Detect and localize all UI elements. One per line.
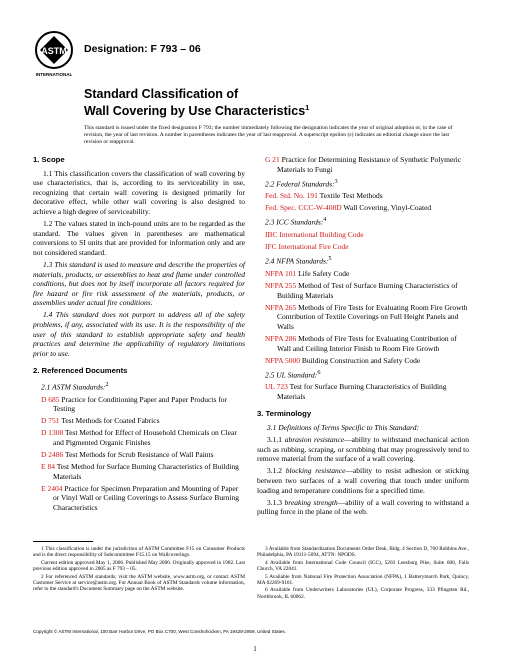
terminology-heading: 3. Terminology [257, 409, 312, 419]
reference-link[interactable]: UL 723 [265, 382, 288, 392]
footnote: 3 Available from Standardization Documents Order Desk, Bldg. 4 Section D, 700 Robbins Ave., Philadelphia, PA 19111-5094, ATTN: NPODS. [257, 546, 469, 559]
reference-item [257, 269, 469, 279]
term-def: —ability to withstand mechanical action such as rubbing, scraping, or scrubbing that may progressively tend to remove material from the surface of a wall covering. [257, 435, 470, 464]
reference-item [257, 382, 469, 401]
federal-sup: 3 [334, 177, 338, 185]
reference-item [257, 356, 469, 366]
reference-link[interactable]: E 84 [41, 462, 55, 472]
reference-title: Practice for Specimen Preparation and Mounting of Paper or Vinyl Wall or Ceiling Coverings to Assess Surface Burning Characteristics [53, 483, 239, 512]
right-column [257, 155, 469, 519]
designation: Designation: F 793 – 06 [84, 43, 201, 55]
term-def: —ability of a wall covering to withstand a pulling force in the plane of the web. [257, 497, 469, 517]
reference-title: Methods of Fire Tests for Evaluating Contribution of Wall and Ceiling Interior Finish to Room Fire Growth [277, 333, 457, 353]
issued-note: This standard is issued under the fixed designation F 793; the number immediately following the designation indicates the year of original adoption or, in the case of revision, the year of last revision. A number in parentheses indicates the year of last reapproval. A superscript epsilon (ε) indicates an editorial change since the last revision or reapproval. [84, 125, 453, 145]
scope-1-4: 1.4 This standard does not purport to address all of the safety problems, if any, associated with its use. It is the responsibility of the user of this standard to establish appropriate safety and health practices and determine the applicability of regulatory limitations prior to use. [33, 310, 245, 358]
footnote: 4 Available from International Code Council (ICC), 5203 Leesburg Pike, Suite 600, Falls Church, VA 22041. [257, 559, 469, 573]
reference-item [33, 484, 245, 513]
icc-ref-list [257, 230, 469, 252]
nfpa-ref-list [257, 269, 469, 365]
footnote: Current edition approved May 1, 2006. Published May 2006. Originally approved in 1982. Last previous edition approved in 2005 as F 793 – 05. [33, 559, 245, 573]
svg-text:ASTM: ASTM [41, 46, 67, 56]
page-number: 1 [253, 645, 257, 653]
reference-item [257, 281, 469, 300]
footnote: 5 Available from National Fire Protection Association (NFPA), 1 Batterymarch Park, Quincy, MA 02269-9101. [257, 573, 469, 587]
term-name: abrasion resistance [284, 435, 345, 445]
reference-title: Practice for Determining Resistance of Synthetic Polymeric Materials to Fungi [277, 155, 462, 174]
reference-title: Test Method for Effect of Household Chemicals on Clear and Pigmented Organic Finishes [53, 428, 237, 447]
federal-ref-list [257, 191, 469, 213]
reference-item [257, 242, 469, 252]
reference-item [257, 303, 469, 332]
reference-item [257, 334, 469, 353]
icc-sup: 4 [323, 216, 327, 224]
reference-link[interactable]: NFPA 255 [265, 280, 297, 290]
reference-title: Textile Test Methods [317, 191, 383, 201]
term-num: 3.1.1 [267, 435, 282, 445]
reference-link[interactable]: Fed. Spec. CCC-W-408D [265, 203, 342, 213]
astm-ref-list-right [257, 155, 469, 174]
reference-link[interactable]: D 2486 [41, 450, 64, 460]
reference-link[interactable]: NFPA 286 [265, 333, 297, 343]
term-name: blocking resistance [285, 466, 346, 476]
astm-logo-icon [33, 30, 75, 78]
reference-title: Life Safety Code [296, 268, 350, 278]
footnote: 6 Available from Underwriters Laboratories (UL), Corporate Progress, 333 Pfingsten Rd., Northbrook, IL 60062. [257, 587, 469, 600]
federal-label-text: 2.2 Federal Standards: [265, 179, 335, 189]
astm-standards-label [33, 380, 245, 392]
icc-standards-label [257, 215, 469, 227]
title-line-2-text: Wall Covering by Use Characteristics [84, 104, 306, 119]
scope-1-2: 1.2 The values stated in inch-pound units are to be regarded as the standard. The values given in parentheses are mathematical conversions to SI units that are provided for information only and are not considered standard. [33, 219, 245, 257]
term-3-1-3 [257, 498, 469, 517]
copyright: Copyright © ASTM International, 100 Barr Harbor Drive, PO Box C700, West Conshohocken, PA 19428-2959, United States. [33, 629, 286, 634]
reference-item [33, 428, 245, 447]
reference-title: Methods of Fire Tests for Evaluating Room Fire Growth Contribution of Textile Coverings on Full Height Panels and Walls [277, 302, 468, 331]
svg-text:INTERNATIONAL: INTERNATIONAL [35, 72, 73, 77]
title-line-2 [84, 101, 309, 118]
term-3-1-2 [257, 466, 469, 495]
reference-title: Building Construction and Safety Code [299, 355, 421, 365]
term-3-1: 3.1 Definitions of Terms Specific to This Standard: [267, 423, 419, 433]
reference-link[interactable]: D 685 [41, 394, 60, 404]
term-3-1-1 [257, 435, 469, 464]
reference-item [257, 230, 469, 240]
astm-ref-list-left [33, 395, 245, 513]
reference-link[interactable]: E 2404 [41, 483, 63, 493]
scope-1-1: 1.1 This classification covers the classification of wall covering by use characteristics, that is, according to its serviceability in use, recognizing that certain wall covering is designed primarily for decorative effect, while other wall covering is also designed to achieve a high degree of serviceability. [33, 168, 245, 216]
title-line-1: Standard Classification of [84, 87, 239, 101]
scope-1-3: 1.3 This standard is used to measure and describe the properties of materials, products, or assemblies to heat and flame under controlled conditions, but does not by itself incorporate all factors required for fire hazard or fire risk assessment of the materials, products, or assemblies under actual fire conditions. [33, 259, 245, 308]
reference-link[interactable]: Fed. Std. No. 191 [265, 191, 318, 201]
reference-link[interactable]: D 1308 [41, 428, 64, 438]
nfpa-standards-label [257, 254, 469, 266]
footnotes-right [257, 546, 469, 601]
reference-title: Test Method for Surface Burning Characteristics of Building Materials [53, 462, 239, 481]
left-column [33, 155, 245, 515]
reference-title: Test Methods for Scrub Resistance of Wall Paints [63, 450, 214, 460]
reference-title: Wall Covering, Vinyl-Coated [341, 203, 432, 213]
reference-link[interactable]: IFC International Fire Code [265, 242, 349, 252]
footnote: 2 For referenced ASTM standards, visit the ASTM website, www.astm.org, or contact ASTM Customer Service at service@astm.org. For Annual Book of ASTM Standards volume information, refer to the standard's Document Summary page on the ASTM website. [33, 573, 245, 593]
reference-link[interactable]: NFPA 101 [265, 268, 297, 278]
astm-sup: 2 [105, 380, 109, 388]
icc-label-text: 2.3 ICC Standards: [265, 217, 324, 227]
reference-title: Practice for Conditioning Paper and Paper Products for Testing [53, 394, 228, 414]
reference-item [33, 462, 245, 481]
reference-link[interactable]: G 21 [265, 155, 280, 164]
federal-standards-label [257, 177, 469, 189]
reference-link[interactable]: IBC International Building Code [265, 230, 364, 240]
ul-standards-label [257, 368, 469, 380]
reference-title: Test for Surface Burning Characteristics of Building Materials [277, 382, 447, 401]
page-title [84, 87, 309, 118]
reference-item [33, 416, 245, 426]
ul-label-text: 2.5 UL Standard: [265, 370, 318, 380]
refs-heading: 2. Referenced Documents [33, 366, 128, 376]
scope-heading: 1. Scope [33, 155, 65, 164]
reference-item [33, 395, 245, 414]
reference-item [257, 203, 469, 213]
term-def: —ability to resist adhesion or sticking between two surfaces of a wall covering that touch under uniform loading and temperature conditions for a specified time. [257, 466, 469, 495]
term-num: 3.1.2 [267, 466, 282, 476]
ul-sup: 6 [317, 368, 321, 376]
term-name: breaking strength [284, 497, 338, 507]
ul-ref-list [257, 382, 469, 401]
footnote: 1 This classification is under the jurisdiction of ASTM Committee F15 on Consumer Products and is the direct responsibility of Subcommittee F15.15 on Wallcoverings. [33, 546, 245, 559]
reference-link[interactable]: D 751 [41, 416, 60, 426]
nfpa-sup: 5 [328, 255, 332, 263]
reference-title: Method of Test of Surface Burning Characteristics of Building Materials [277, 280, 458, 300]
reference-item [257, 191, 469, 201]
reference-item [33, 450, 245, 460]
reference-title: Test Methods for Coated Fabrics [59, 416, 160, 426]
footnotes-left [33, 546, 245, 594]
title-footnote-mark[interactable]: 1 [305, 103, 310, 112]
nfpa-label-text: 2.4 NFPA Standards: [265, 256, 329, 266]
reference-item [257, 155, 469, 174]
reference-link[interactable]: NFPA 265 [265, 302, 297, 312]
astm-label-text: 2.1 ASTM Standards: [41, 382, 106, 392]
reference-link[interactable]: NFPA 5000 [265, 355, 300, 365]
term-num: 3.1.3 [267, 497, 282, 507]
footnote-rule-left [33, 541, 93, 542]
